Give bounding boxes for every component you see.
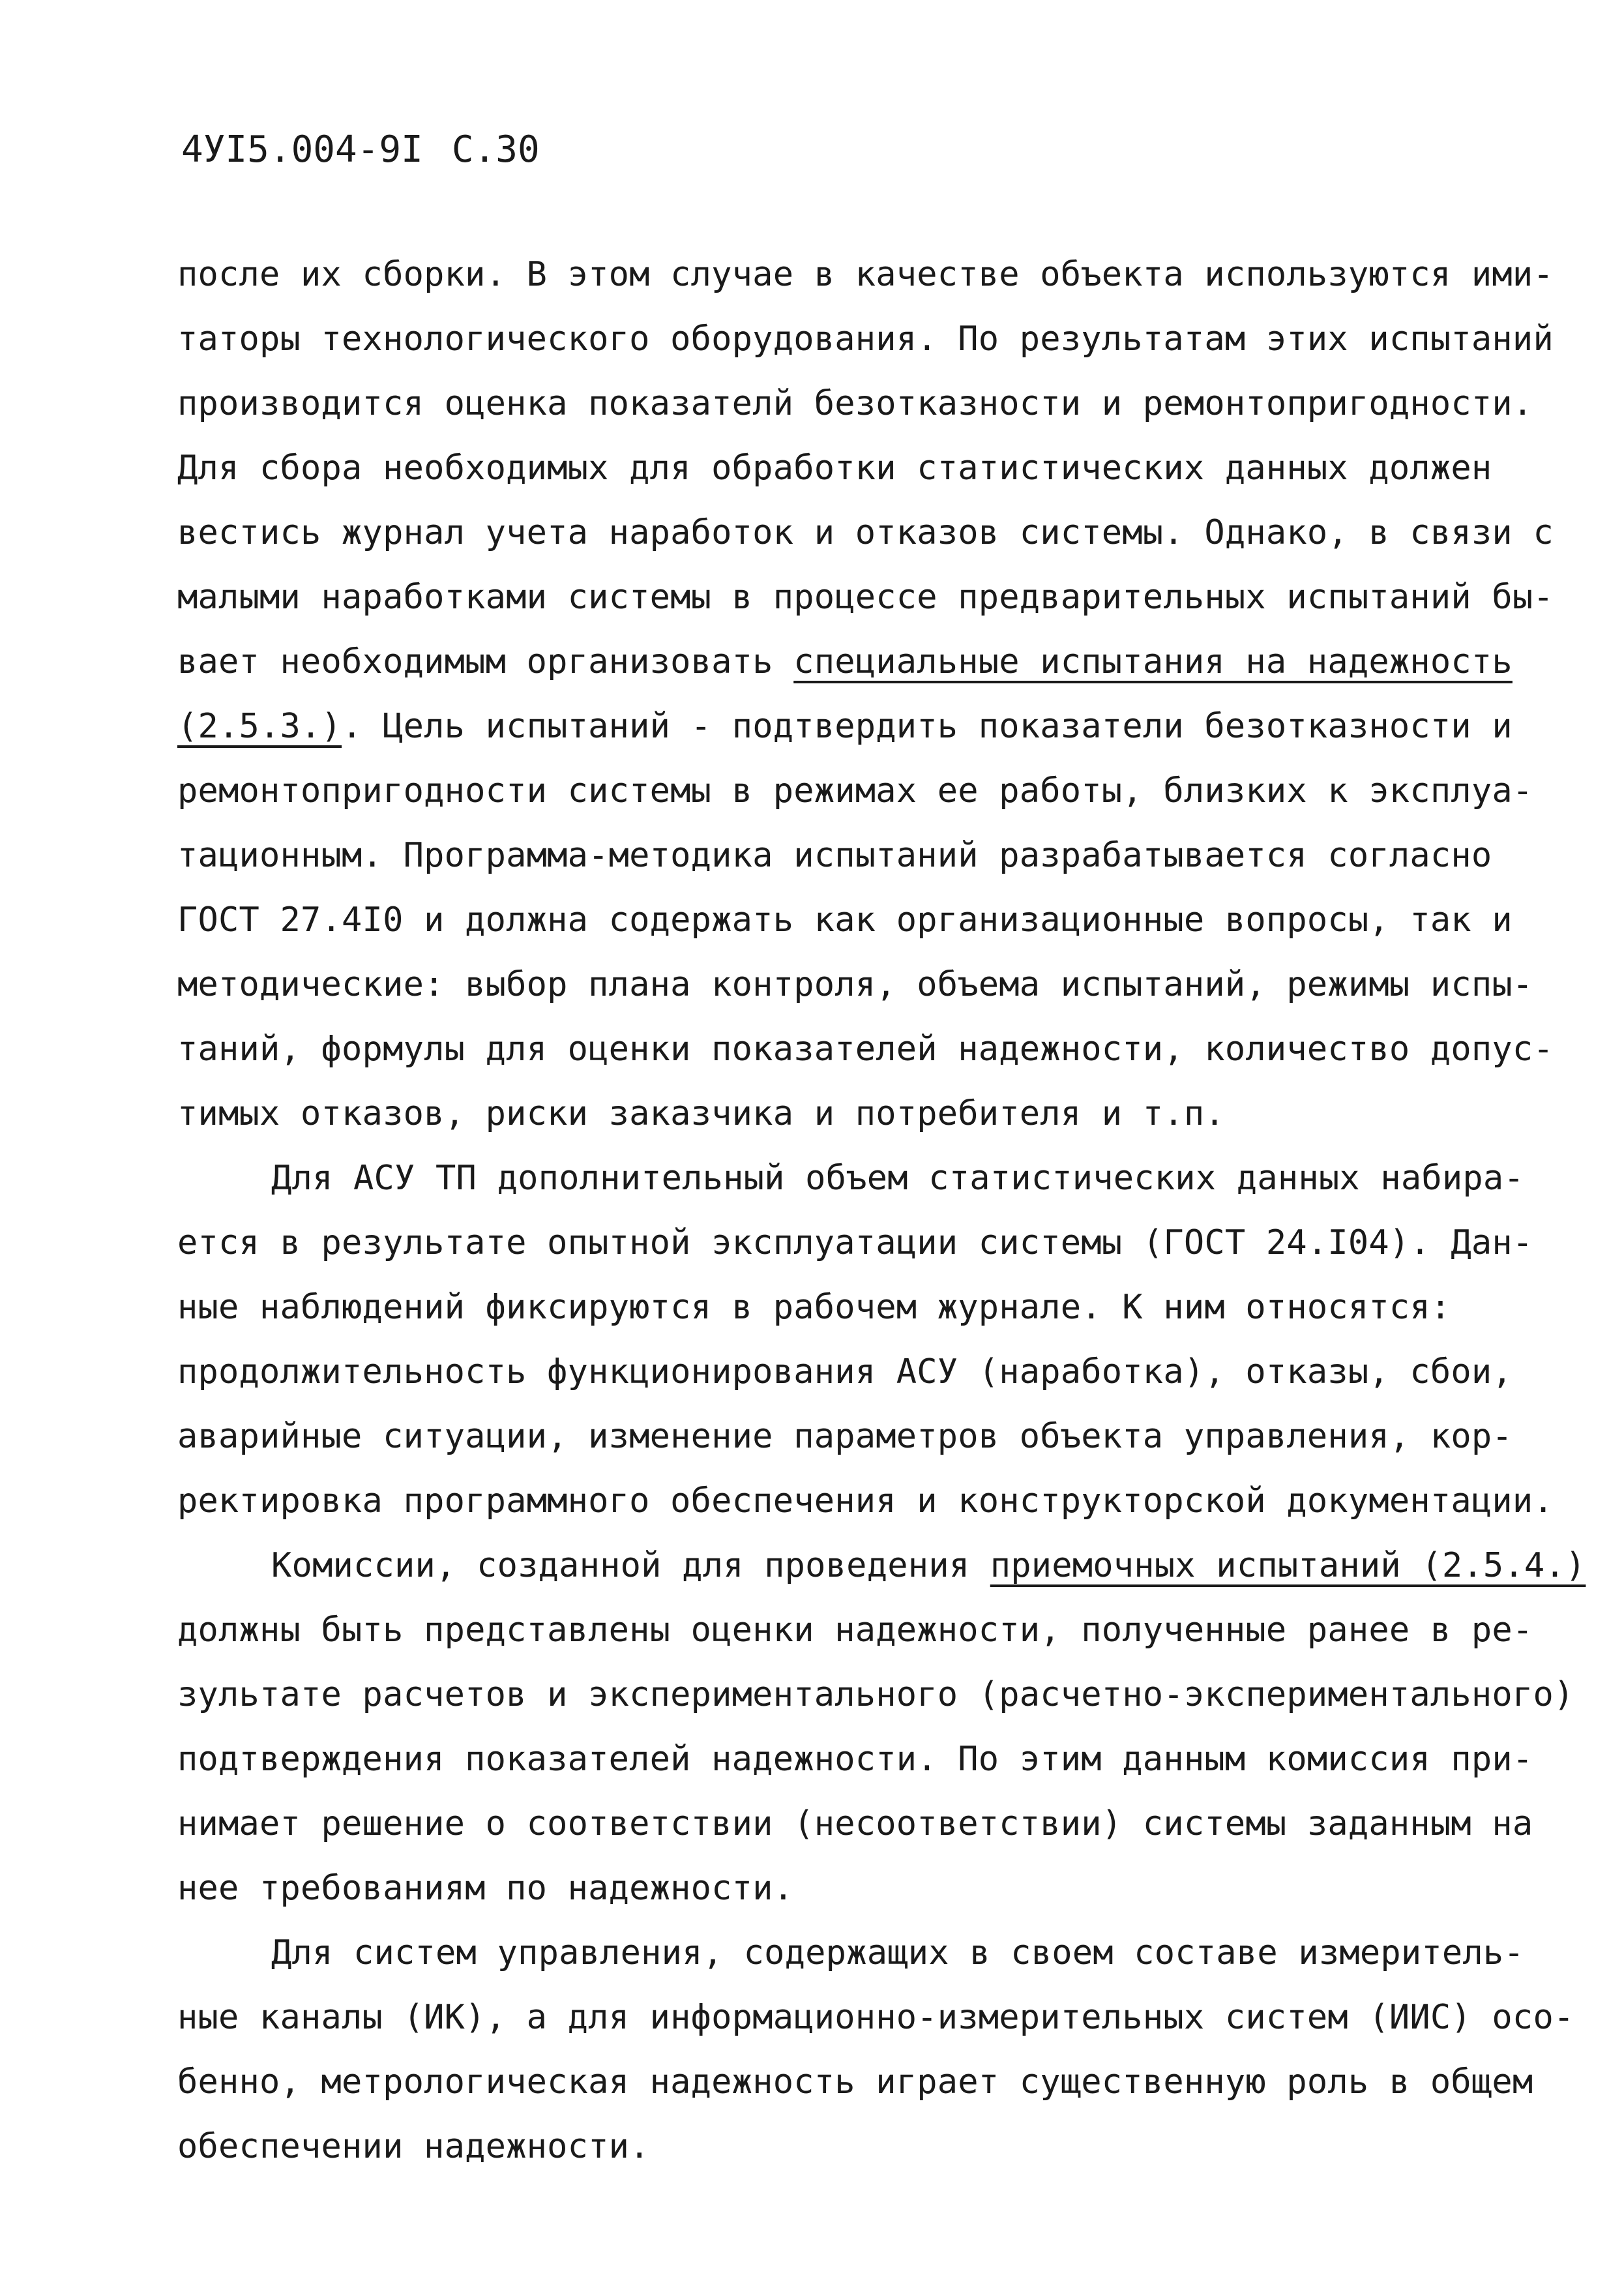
text-line [177,1598,1533,1663]
text-segment: ректировка программного обеспечения и конструкторской документации. [177,1481,1554,1521]
text-segment: тационным. Программа-методика испытаний разрабатывается согласно [177,836,1492,875]
text-segment: методические: выбор плана контроля, объема испытаний, режимы испы- [177,965,1533,1004]
text-segment: ремонтопригодности системы в режимах ее работы, близких к эксплуа- [177,771,1533,810]
text-line [177,694,1533,759]
text-segment: нимает решение о соответствии (несоответствии) системы заданным на [177,1804,1533,1843]
text-line [177,243,1554,307]
text-segment: таний, формулы для оценки показателей надежности, количество допус- [177,1030,1554,1069]
text-line [177,2050,1533,2115]
text-segment: малыми наработками системы в процессе предварительных испытаний бы- [177,578,1554,617]
text-segment: Комиссии, созданной для проведения [271,1546,990,1585]
text-segment: подтверждения показателей надежности. По этим данным комиссия при- [177,1740,1533,1779]
text-segment: бенно, метрологическая надежность играет существенную роль в общем [177,2062,1533,2102]
text-segment: после их сборки. В этом случае в качестве объекта используются ими- [177,255,1554,294]
text-line [177,1082,1533,1146]
underlined-reference: приемочных испытаний (2.5.4.) [990,1546,1586,1585]
text-segment: вестись журнал учета наработок и отказов системы. Однако, в связи с [177,513,1554,552]
text-line [177,1340,1533,1405]
text-line [177,1663,1574,1727]
text-line [177,436,1533,501]
body-text [177,243,1586,2179]
text-line [177,1985,1574,2050]
text-segment: Для систем управления, содержащих в своем составе измеритель- [271,1933,1524,1972]
underlined-reference: специальные испытания на надежность [793,642,1513,681]
text-segment: нее требованиям по надежности. [177,1869,794,1908]
text-segment: продолжительность функционирования АСУ (наработка), отказы, сбои, [177,1352,1513,1391]
text-segment: аварийные ситуации, изменение параметров объекта управления, кор- [177,1417,1513,1456]
text-segment: ные каналы (ИК), а для информационно-измерительных систем (ИИС) осо- [177,1998,1574,2037]
paragraph-first-line [177,1921,1533,1985]
text-line [177,1275,1533,1340]
text-segment: таторы технологического оборудования. По результатам этих испытаний [177,320,1554,359]
text-line [177,759,1533,824]
text-segment: Для сбора необходимых для обработки статистических данных должен [177,449,1492,488]
text-line [177,953,1533,1017]
text-line [177,2115,1533,2179]
text-segment: ные наблюдений фиксируются в рабочем журнале. К ним относятся: [177,1288,1451,1327]
text-line [177,888,1533,953]
text-line [177,630,1533,694]
text-line [177,565,1554,630]
text-line [177,1856,1533,1921]
text-segment: ется в результате опытной эксплуатации системы (ГОСТ 24.I04). Дан- [177,1223,1533,1262]
text-segment: тимых отказов, риски заказчика и потребителя и т.п. [177,1094,1225,1133]
text-line [177,1405,1533,1469]
text-segment: обеспечении надежности. [177,2127,650,2166]
text-segment: ГОСТ 27.4I0 и должна содержать как организационные вопросы, так и [177,900,1513,940]
paragraph-first-line [177,1534,1586,1598]
text-line [177,1469,1554,1534]
text-segment: зультате расчетов и экспериментального (расчетно-экспериментального) [177,1675,1574,1714]
text-segment: Для АСУ ТП дополнительный объем статистических данных набира- [271,1159,1524,1198]
text-segment: производится оценка показателй безотказности и ремонтопригодности. [177,384,1533,423]
text-line [177,372,1533,436]
page-number: С.30 [451,128,540,171]
text-line [177,307,1554,372]
underlined-reference: (2.5.3.) [177,707,342,746]
text-segment: вает необходимым организовать [177,642,794,681]
text-line [177,1017,1554,1082]
paragraph-first-line [177,1146,1533,1211]
page-header [181,124,540,176]
text-line [177,1211,1533,1275]
text-line [177,1727,1533,1792]
text-line [177,1792,1533,1856]
text-segment: . Цель испытаний - подтвердить показатели безотказности и [342,707,1513,746]
text-line [177,824,1533,888]
text-segment: должны быть представлены оценки надежности, полученные ранее в ре- [177,1611,1533,1650]
text-line [177,501,1554,565]
document-code: 4УI5.004-9I [181,128,423,171]
